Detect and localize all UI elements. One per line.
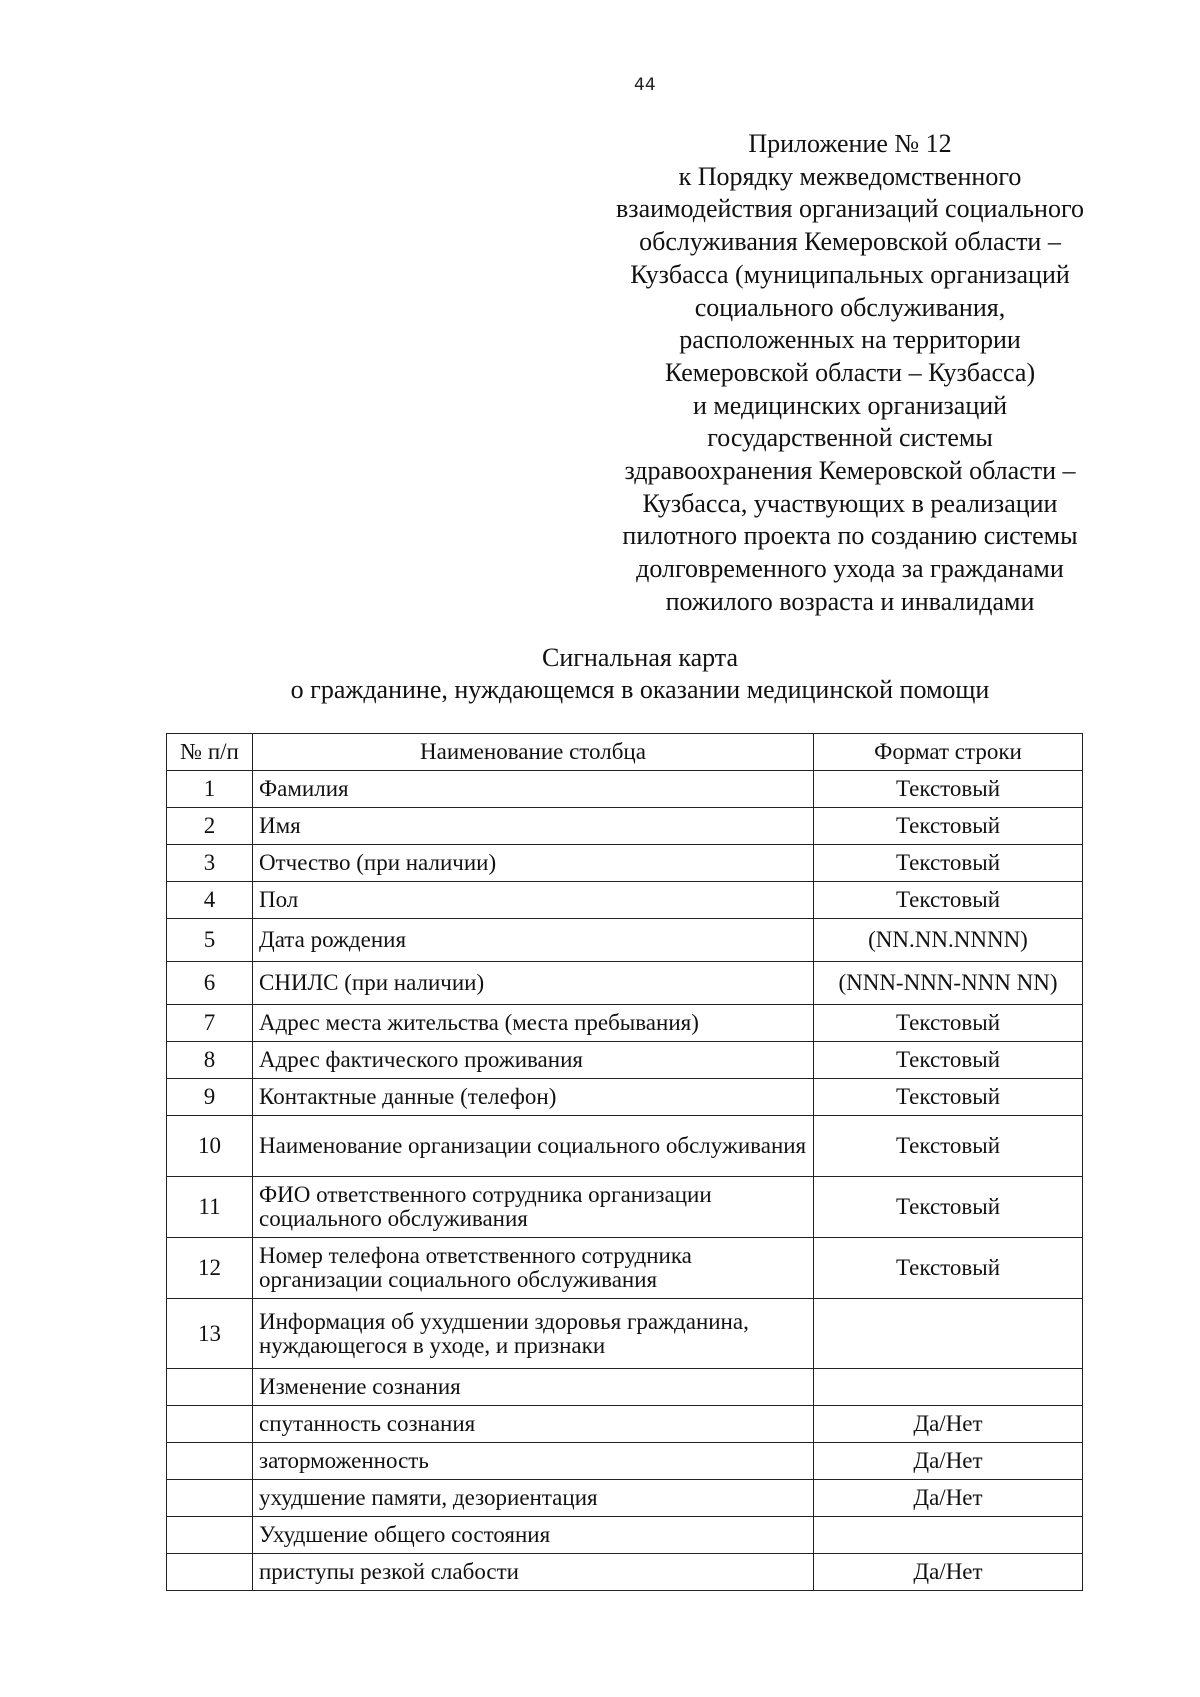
row-name: Отчество (при наличии) [253, 845, 814, 882]
header-number: № п/п [167, 734, 253, 771]
row-number [167, 1443, 253, 1480]
row-format: Да/Нет [814, 1480, 1083, 1517]
row-format: Текстовый [814, 771, 1083, 808]
row-number: 7 [167, 1005, 253, 1042]
row-name: Имя [253, 808, 814, 845]
row-number: 13 [167, 1299, 253, 1369]
appendix-line: расположенных на территории [679, 325, 1021, 355]
table-header-row [167, 734, 1083, 771]
row-name: Информация об ухудшении здоровья гражданина, нуждающегося в уходе, и признаки [253, 1299, 814, 1369]
row-number [167, 1406, 253, 1443]
table-row [167, 919, 1083, 962]
row-number: 1 [167, 771, 253, 808]
appendix-line: Кузбасса, участвующих в реализации [642, 488, 1058, 518]
row-number: 10 [167, 1116, 253, 1177]
appendix-line: к Порядку межведомственного [678, 161, 1022, 191]
appendix-line: социального обслуживания, [694, 292, 1006, 322]
table-row [167, 1517, 1083, 1554]
appendix-line: долговременного ухода за гражданами [636, 554, 1064, 584]
row-number: 8 [167, 1042, 253, 1079]
row-name: ФИО ответственного сотрудника организации социального обслуживания [253, 1177, 814, 1238]
row-format: Текстовый [814, 1177, 1083, 1238]
row-format: Текстовый [814, 1079, 1083, 1116]
table-row [167, 1238, 1083, 1299]
row-format: Текстовый [814, 808, 1083, 845]
row-name: ухудшение памяти, дезориентация [253, 1480, 814, 1517]
row-name: Дата рождения [253, 919, 814, 962]
table-row [167, 1554, 1083, 1591]
row-number: 2 [167, 808, 253, 845]
appendix-header [580, 128, 1120, 619]
row-number: 6 [167, 962, 253, 1005]
row-format [814, 1517, 1083, 1554]
table-row [167, 882, 1083, 919]
row-name: Наименование организации социального обслуживания [253, 1116, 814, 1177]
header-row-format: Формат строки [814, 734, 1083, 771]
row-format [814, 1299, 1083, 1369]
appendix-line: и медицинских организаций [692, 390, 1008, 420]
row-number [167, 1480, 253, 1517]
row-format: Текстовый [814, 845, 1083, 882]
row-name: заторможенность [253, 1443, 814, 1480]
document-title [0, 642, 1200, 706]
row-name: Адрес фактического проживания [253, 1042, 814, 1079]
header-column-name: Наименование столбца [253, 734, 814, 771]
table-row [167, 1079, 1083, 1116]
row-number: 12 [167, 1238, 253, 1299]
row-format: Текстовый [814, 1116, 1083, 1177]
row-number: 9 [167, 1079, 253, 1116]
appendix-line: Приложение № 12 [748, 129, 952, 158]
row-name: Контактные данные (телефон) [253, 1079, 814, 1116]
signal-card-table [166, 733, 1083, 1591]
row-format: (NNN-NNN-NNN NN) [814, 962, 1083, 1005]
section-heading: Изменение сознания [253, 1369, 814, 1406]
table-row [167, 1177, 1083, 1238]
row-format: Текстовый [814, 882, 1083, 919]
document-title-line-1: Сигнальная карта [541, 643, 738, 672]
row-name: СНИЛС (при наличии) [253, 962, 814, 1005]
table-row [167, 771, 1083, 808]
table-row [167, 845, 1083, 882]
appendix-line: обслуживания Кемеровской области – [639, 227, 1061, 257]
appendix-line: пилотного проекта по созданию системы [622, 521, 1078, 551]
table-row [167, 808, 1083, 845]
row-format: Текстовый [814, 1238, 1083, 1299]
row-name: Адрес места жительства (места пребывания) [253, 1005, 814, 1042]
appendix-line: Кемеровской области – Кузбасса) [664, 357, 1036, 387]
table-row [167, 1299, 1083, 1369]
table-row [167, 1443, 1083, 1480]
row-name: Номер телефона ответственного сотрудника организации социального обслуживания [253, 1238, 814, 1299]
row-name: спутанность сознания [253, 1406, 814, 1443]
row-number [167, 1369, 253, 1406]
row-number [167, 1554, 253, 1591]
appendix-line: пожилого возраста и инвалидами [665, 586, 1035, 616]
row-format: Текстовый [814, 1005, 1083, 1042]
appendix-line: здравоохранения Кемеровской области – [624, 456, 1076, 486]
appendix-line: взаимодействия организаций социального [616, 194, 1084, 224]
table-row [167, 1042, 1083, 1079]
row-format: (NN.NN.NNNN) [814, 919, 1083, 962]
row-number: 5 [167, 919, 253, 962]
page-number-text: 44 [634, 75, 656, 95]
table-row [167, 962, 1083, 1005]
row-number: 11 [167, 1177, 253, 1238]
table-row [167, 1406, 1083, 1443]
row-format: Да/Нет [814, 1554, 1083, 1591]
appendix-line: государственной системы [707, 423, 993, 453]
row-name: Фамилия [253, 771, 814, 808]
row-number: 4 [167, 882, 253, 919]
row-number [167, 1517, 253, 1554]
table-row [167, 1369, 1083, 1406]
row-name: приступы резкой слабости [253, 1554, 814, 1591]
row-format: Да/Нет [814, 1406, 1083, 1443]
row-number: 3 [167, 845, 253, 882]
appendix-line: Кузбасса (муниципальных организаций [630, 259, 1070, 289]
row-format: Текстовый [814, 1042, 1083, 1079]
document-title-line-2: о гражданине, нуждающемся в оказании медицинской помощи [290, 675, 990, 704]
table-row [167, 1480, 1083, 1517]
section-heading: Ухудшение общего состояния [253, 1517, 814, 1554]
row-name: Пол [253, 882, 814, 919]
row-format: Да/Нет [814, 1443, 1083, 1480]
table-row [167, 1005, 1083, 1042]
table-row [167, 1116, 1083, 1177]
row-format [814, 1369, 1083, 1406]
